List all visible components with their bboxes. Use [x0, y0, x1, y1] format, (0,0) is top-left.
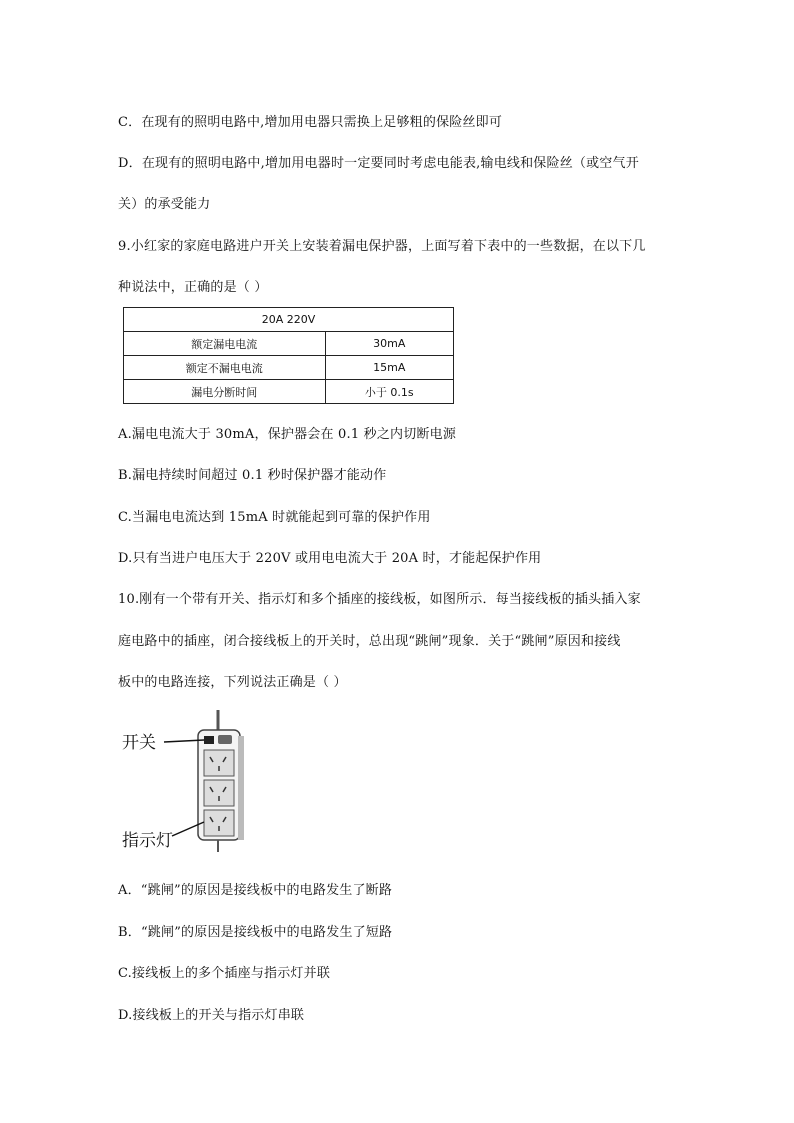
question-10-line-3: 板中的电路连接，下列说法正确是（ ）: [118, 675, 347, 690]
question-10-line-2: 庭电路中的插座，闭合接线板上的开关时，总出现“跳闸”现象．关于“跳闸”原因和接线: [118, 634, 621, 649]
switch-label: 开关: [122, 733, 156, 753]
question-10-option-a: A．“跳闸”的原因是接线板中的电路发生了断路: [118, 883, 393, 898]
question-9-option-c: C.当漏电电流达到 15mA 时就能起到可靠的保护作用: [118, 510, 431, 525]
question-9-line-2: 种说法中，正确的是（ ）: [118, 280, 268, 295]
option-d-previous-line-1: D．在现有的照明电路中,增加用电器时一定要同时考虑电能表,输电线和保险丝（或空气开: [118, 156, 639, 171]
table-value-cell: 15mA: [325, 356, 454, 380]
spec-table: [123, 307, 454, 404]
table-row: [124, 332, 454, 356]
table-value-cell: 小于 0.1s: [325, 380, 454, 404]
table-value-cell: 30mA: [325, 332, 454, 356]
option-c-previous: C．在现有的照明电路中,增加用电器只需换上足够粗的保险丝即可: [118, 115, 503, 130]
question-10-line-1: 10.刚有一个带有开关、指示灯和多个插座的接线板，如图所示．每当接线板的插头插入家: [118, 592, 641, 607]
table-label-cell: 额定漏电电流: [124, 332, 326, 356]
question-9-option-d: D.只有当进户电压大于 220V 或用电电流大于 20A 时，才能起保护作用: [118, 551, 542, 566]
option-d-previous-line-2: 关）的承受能力: [118, 197, 211, 212]
question-9-option-a: A.漏电电流大于 30mA，保护器会在 0.1 秒之内切断电源: [118, 427, 457, 442]
table-row: [124, 380, 454, 404]
table-header-row: [124, 308, 454, 332]
table-row: [124, 356, 454, 380]
table-label-cell: 额定不漏电电流: [124, 356, 326, 380]
indicator-label: 指示灯: [122, 831, 173, 851]
table-label-cell: 漏电分断时间: [124, 380, 326, 404]
table-header-cell: 20A 220V: [124, 308, 454, 332]
question-9-line-1: 9.小红家的家庭电路进户开关上安装着漏电保护器，上面写着下表中的一些数据，在以下几: [118, 239, 646, 254]
question-10-option-b: B．“跳闸”的原因是接线板中的电路发生了短路: [118, 925, 393, 940]
question-9-option-b: B.漏电持续时间超过 0.1 秒时保护器才能动作: [118, 468, 387, 483]
power-strip-figure: [120, 700, 280, 860]
power-strip-illustration: [120, 700, 280, 860]
question-10-option-c: C.接线板上的多个插座与指示灯并联: [118, 966, 331, 981]
question-10-option-d: D.接线板上的开关与指示灯串联: [118, 1008, 305, 1023]
